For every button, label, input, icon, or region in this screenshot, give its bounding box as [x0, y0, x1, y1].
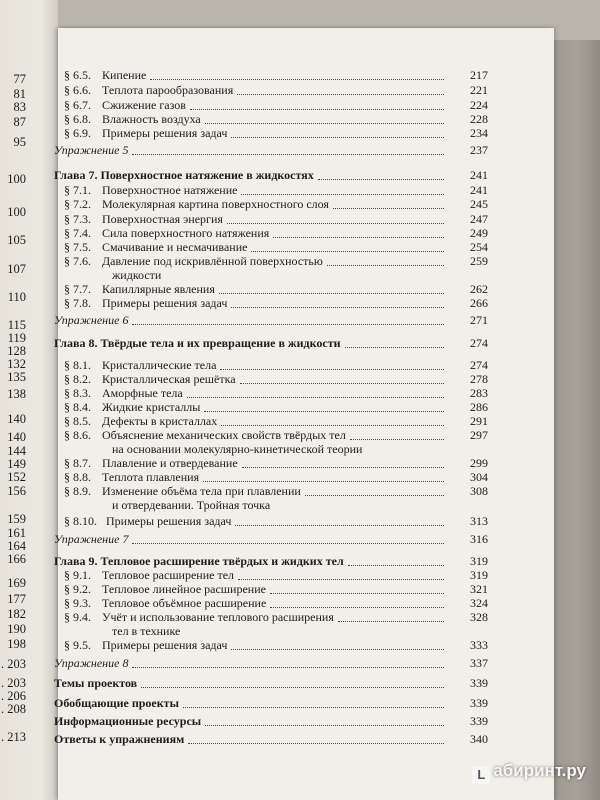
- left-page-number: 81: [13, 87, 26, 101]
- toc-leader-dots: [132, 154, 444, 155]
- toc-entry-continuation: [64, 268, 488, 282]
- left-page-number: 164: [7, 539, 26, 553]
- toc-leader-dots: [150, 79, 444, 80]
- toc-section-number: § 6.9.: [64, 126, 91, 140]
- toc-entry: [64, 456, 488, 470]
- toc-entry: [64, 254, 488, 268]
- toc-leader-dots: [273, 237, 444, 238]
- toc-section-number: § 7.5.: [64, 240, 91, 254]
- toc-page-number: 274: [470, 358, 488, 372]
- toc-page-number: 228: [470, 112, 488, 126]
- toc-leader-dots: [240, 383, 444, 384]
- toc-page-number: 313: [470, 514, 488, 528]
- toc-page-number: 291: [470, 414, 488, 428]
- toc-leader-dots: [241, 194, 444, 195]
- toc-leader-dots: [219, 293, 444, 294]
- toc-title: Теплота парообразования: [102, 83, 234, 97]
- toc-section-number: § 6.7.: [64, 98, 91, 112]
- toc-page-number: 234: [470, 126, 488, 140]
- toc-section-number: § 8.6.: [64, 428, 91, 442]
- toc-section-number: § 9.3.: [64, 596, 91, 610]
- toc-section-number: § 8.7.: [64, 456, 91, 470]
- toc-entry: [64, 596, 488, 610]
- left-page-number: 144: [7, 444, 26, 458]
- toc-title: Примеры решения задач: [102, 296, 228, 310]
- toc-entry: [54, 714, 488, 728]
- toc-leader-dots: [333, 208, 444, 209]
- toc-title: Примеры решения задач: [102, 638, 228, 652]
- toc-title: Учёт и использование теплового расширения: [102, 610, 334, 624]
- toc-title: Примеры решения задач: [102, 126, 228, 140]
- toc-page-number: 340: [470, 732, 488, 746]
- toc-title-continuation: жидкости: [112, 268, 162, 282]
- toc-entry: [64, 610, 488, 624]
- toc-title: Тепловое расширение тел: [102, 568, 235, 582]
- toc-page-number: 339: [470, 696, 488, 710]
- left-page-number: 140: [7, 412, 26, 426]
- left-page-number: 100: [7, 172, 26, 186]
- toc-entry: [64, 68, 488, 82]
- toc-entry: [64, 568, 488, 582]
- toc-entry: [64, 428, 488, 442]
- left-page-number: 95: [13, 135, 26, 149]
- toc-entry: [64, 112, 488, 126]
- toc-leader-dots: [187, 397, 444, 398]
- toc-leader-dots: [350, 439, 444, 440]
- left-page-number: 87: [13, 115, 26, 129]
- toc-section-number: § 9.2.: [64, 582, 91, 596]
- toc-title: Кипение: [102, 68, 147, 82]
- toc-page-number: 328: [470, 610, 488, 624]
- toc-exercise: [54, 143, 488, 157]
- toc-page-number: 308: [470, 484, 488, 498]
- page-edge: [554, 40, 600, 800]
- toc-page-number: 262: [470, 282, 488, 296]
- left-page-number: 159: [7, 512, 26, 526]
- toc-section-number: § 9.5.: [64, 638, 91, 652]
- watermark: [472, 761, 586, 784]
- toc-leader-dots: [132, 543, 444, 544]
- left-page-number: 115: [7, 318, 26, 332]
- toc-title: Упражнение 5: [54, 143, 129, 157]
- toc-title: Объяснение механических свойств твёрдых тел: [102, 428, 346, 442]
- toc-section-number: § 8.2.: [64, 372, 91, 386]
- toc-leader-dots: [221, 425, 444, 426]
- toc-page-number: 316: [470, 532, 488, 546]
- toc-section-number: § 8.5.: [64, 414, 91, 428]
- toc-title: Дефекты в кристаллах: [102, 414, 218, 428]
- left-page-number: 100: [7, 205, 26, 219]
- left-page-number: 132: [7, 357, 26, 371]
- toc-entry: [64, 226, 488, 240]
- left-page-number: 83: [13, 100, 26, 114]
- toc-page-number: 283: [470, 386, 488, 400]
- toc-page-number: 217: [470, 68, 488, 82]
- toc-page-number: 271: [470, 313, 488, 327]
- toc-page-number: 249: [470, 226, 488, 240]
- left-page-number: 169: [7, 576, 26, 590]
- toc-title: Упражнение 7: [54, 532, 129, 546]
- left-page-number: . 208: [1, 702, 26, 716]
- toc-page-number: 266: [470, 296, 488, 310]
- toc-section-number: § 8.4.: [64, 400, 91, 414]
- toc-page-number: 237: [470, 143, 488, 157]
- toc-entry: [64, 414, 488, 428]
- toc-title-continuation: тел в технике: [112, 624, 181, 638]
- toc-title-continuation: и отвердевании. Тройная точка: [112, 498, 271, 512]
- toc-entry: [64, 197, 488, 211]
- toc-section-number: § 7.2.: [64, 197, 91, 211]
- toc-page-number: 297: [470, 428, 488, 442]
- toc-title: Кристаллическая решётка: [102, 372, 236, 386]
- toc-page-number: 254: [470, 240, 488, 254]
- toc-section-number: § 7.8.: [64, 296, 91, 310]
- left-page-number: 105: [7, 233, 26, 247]
- toc-title: Кристаллические тела: [102, 358, 217, 372]
- toc-entry: [64, 582, 488, 596]
- toc-entry: [64, 470, 488, 484]
- toc-title-continuation: на основании молекулярно-кинетической теории: [112, 442, 363, 456]
- left-page-number: 166: [7, 552, 26, 566]
- toc-title: Тепловое объёмное расширение: [102, 596, 267, 610]
- toc-page-number: 278: [470, 372, 488, 386]
- toc-section-number: § 7.1.: [64, 183, 91, 197]
- left-page-number: 177: [7, 592, 26, 606]
- toc-entry: [64, 126, 488, 140]
- toc-leader-dots: [204, 411, 444, 412]
- toc-leader-dots: [338, 621, 444, 622]
- toc-entry: [64, 212, 488, 226]
- toc-section-number: § 8.8.: [64, 470, 91, 484]
- toc-title: Капиллярные явления: [102, 282, 215, 296]
- toc-leader-dots: [220, 369, 444, 370]
- toc-title: Смачивание и несмачивание: [102, 240, 248, 254]
- toc-exercise: [54, 656, 488, 670]
- toc-page-number: 319: [470, 568, 488, 582]
- toc-entry: [64, 484, 488, 498]
- toc-entry: [54, 732, 488, 746]
- watermark-text: абиринт.ру: [493, 761, 586, 780]
- left-page-number: 119: [7, 331, 26, 345]
- toc-section-number: § 7.7.: [64, 282, 91, 296]
- toc-page-number: 304: [470, 470, 488, 484]
- left-page-number: 161: [7, 526, 26, 540]
- toc-title: Упражнение 6: [54, 313, 129, 327]
- toc-leader-dots: [270, 593, 444, 594]
- toc-entry: [64, 98, 488, 112]
- toc-title: Аморфные тела: [102, 386, 183, 400]
- toc-leader-dots: [190, 109, 444, 110]
- toc-page-number: 324: [470, 596, 488, 610]
- toc-entry-continuation: [64, 624, 488, 638]
- toc-page-number: 299: [470, 456, 488, 470]
- toc-section-number: § 9.4.: [64, 610, 91, 624]
- left-page-number: . 203: [1, 676, 26, 690]
- toc-leader-dots: [242, 467, 444, 468]
- left-page: [0, 0, 58, 800]
- toc-page-number: 337: [470, 656, 488, 670]
- toc-leader-dots: [270, 607, 444, 608]
- toc-title: Глава 9. Тепловое расширение твёрдых и жидких тел: [54, 554, 344, 568]
- toc-section-number: § 8.10.: [64, 514, 97, 528]
- toc-title: Примеры решения задач: [106, 514, 232, 528]
- left-page-number: 138: [7, 387, 26, 401]
- toc-page-number: 286: [470, 400, 488, 414]
- left-page-number: 156: [7, 484, 26, 498]
- toc-title: Жидкие кристаллы: [102, 400, 201, 414]
- toc-entry: [64, 183, 488, 197]
- toc-leader-dots: [205, 725, 444, 726]
- toc-section-number: § 7.3.: [64, 212, 91, 226]
- toc-leader-dots: [238, 579, 444, 580]
- toc-page: [54, 28, 554, 800]
- toc-title: Сила поверхностного натяжения: [102, 226, 270, 240]
- toc-page-number: 221: [470, 83, 488, 97]
- toc-title: Ответы к упражнениям: [54, 732, 185, 746]
- toc-page-number: 259: [470, 254, 488, 268]
- left-page-number: 152: [7, 470, 26, 484]
- toc-entry: [54, 696, 488, 710]
- left-page-number: 107: [7, 262, 26, 276]
- toc-entry: [64, 372, 488, 386]
- toc-entry: [64, 83, 488, 97]
- toc-entry: [64, 386, 488, 400]
- toc-entry: [54, 676, 488, 690]
- toc-page-number: 274: [470, 336, 488, 350]
- toc-leader-dots: [237, 94, 444, 95]
- toc-section-number: § 7.4.: [64, 226, 91, 240]
- left-page-number: . 213: [1, 730, 26, 744]
- toc-leader-dots: [305, 495, 444, 496]
- toc-chapter: [54, 168, 488, 182]
- toc-leader-dots: [183, 707, 444, 708]
- toc-title: Сжижение газов: [102, 98, 186, 112]
- left-page-number: 140: [7, 430, 26, 444]
- toc-title: Давление под искривлённой поверхностью: [102, 254, 323, 268]
- left-page-number: 77: [13, 72, 26, 86]
- toc-page-number: 339: [470, 714, 488, 728]
- toc-page-number: 241: [470, 183, 488, 197]
- toc-entry-continuation: [64, 442, 488, 456]
- toc-entry: [64, 638, 488, 652]
- toc-title: Глава 7. Поверхностное натяжение в жидкостях: [54, 168, 314, 182]
- toc-leader-dots: [251, 251, 444, 252]
- toc-title: Глава 8. Твёрдые тела и их превращение в жидкости: [54, 336, 341, 350]
- toc-title: Молекулярная картина поверхностного слоя: [102, 197, 329, 211]
- toc-title: Тепловое линейное расширение: [102, 582, 266, 596]
- toc-leader-dots: [327, 265, 444, 266]
- toc-page-number: 241: [470, 168, 488, 182]
- toc-leader-dots: [227, 223, 444, 224]
- toc-leader-dots: [318, 179, 444, 180]
- toc-title: Влажность воздуха: [102, 112, 201, 126]
- toc-entry: [64, 514, 488, 528]
- left-page-number: 128: [7, 344, 26, 358]
- left-page-number: . 203: [1, 657, 26, 671]
- toc-leader-dots: [231, 137, 444, 138]
- toc-title: Изменение объёма тела при плавлении: [102, 484, 301, 498]
- left-page-number: . 206: [1, 689, 26, 703]
- toc-title: Информационные ресурсы: [54, 714, 202, 728]
- toc-leader-dots: [235, 525, 444, 526]
- toc-section-number: § 7.6.: [64, 254, 91, 268]
- toc-section-number: § 8.9.: [64, 484, 91, 498]
- toc-title: Поверхностная энергия: [102, 212, 223, 226]
- toc-leader-dots: [231, 649, 444, 650]
- toc-entry: [64, 400, 488, 414]
- toc-title: Обобщающие проекты: [54, 696, 179, 710]
- toc-section-number: § 9.1.: [64, 568, 91, 582]
- toc-leader-dots: [205, 123, 444, 124]
- toc-entry-continuation: [64, 498, 488, 512]
- toc-page-number: 224: [470, 98, 488, 112]
- left-page-number: 149: [7, 457, 26, 471]
- left-page-number: 135: [7, 370, 26, 384]
- toc-section-number: § 6.8.: [64, 112, 91, 126]
- toc-leader-dots: [132, 324, 444, 325]
- toc-title: Темы проектов: [54, 676, 138, 690]
- toc-title: Теплота плавления: [102, 470, 200, 484]
- left-page-number: 198: [7, 637, 26, 651]
- toc-leader-dots: [203, 481, 444, 482]
- toc-page-number: 247: [470, 212, 488, 226]
- toc-chapter: [54, 336, 488, 350]
- toc-title: Плавление и отвердевание: [102, 456, 238, 470]
- toc-page-number: 339: [470, 676, 488, 690]
- toc-chapter: [54, 554, 488, 568]
- toc-leader-dots: [231, 307, 444, 308]
- toc-page-number: 319: [470, 554, 488, 568]
- toc-page-number: 245: [470, 197, 488, 211]
- toc-entry: [64, 296, 488, 310]
- toc-title: Упражнение 8: [54, 656, 129, 670]
- left-page-number: 110: [7, 290, 26, 304]
- toc-page-number: 333: [470, 638, 488, 652]
- toc-leader-dots: [141, 687, 444, 688]
- left-page-number: 182: [7, 607, 26, 621]
- toc-exercise: [54, 532, 488, 546]
- toc-section-number: § 6.6.: [64, 83, 91, 97]
- toc-leader-dots: [345, 347, 444, 348]
- toc-section-number: § 8.1.: [64, 358, 91, 372]
- left-page-number: 190: [7, 622, 26, 636]
- toc-exercise: [54, 313, 488, 327]
- toc-leader-dots: [132, 667, 444, 668]
- toc-entry: [64, 282, 488, 296]
- toc-entry: [64, 240, 488, 254]
- toc-title: Поверхностное натяжение: [102, 183, 238, 197]
- toc-section-number: § 8.3.: [64, 386, 91, 400]
- toc-page-number: 321: [470, 582, 488, 596]
- toc-section-number: § 6.5.: [64, 68, 91, 82]
- toc-leader-dots: [188, 743, 444, 744]
- toc-entry: [64, 358, 488, 372]
- labirint-logo-icon: L: [472, 766, 490, 784]
- toc-leader-dots: [348, 565, 444, 566]
